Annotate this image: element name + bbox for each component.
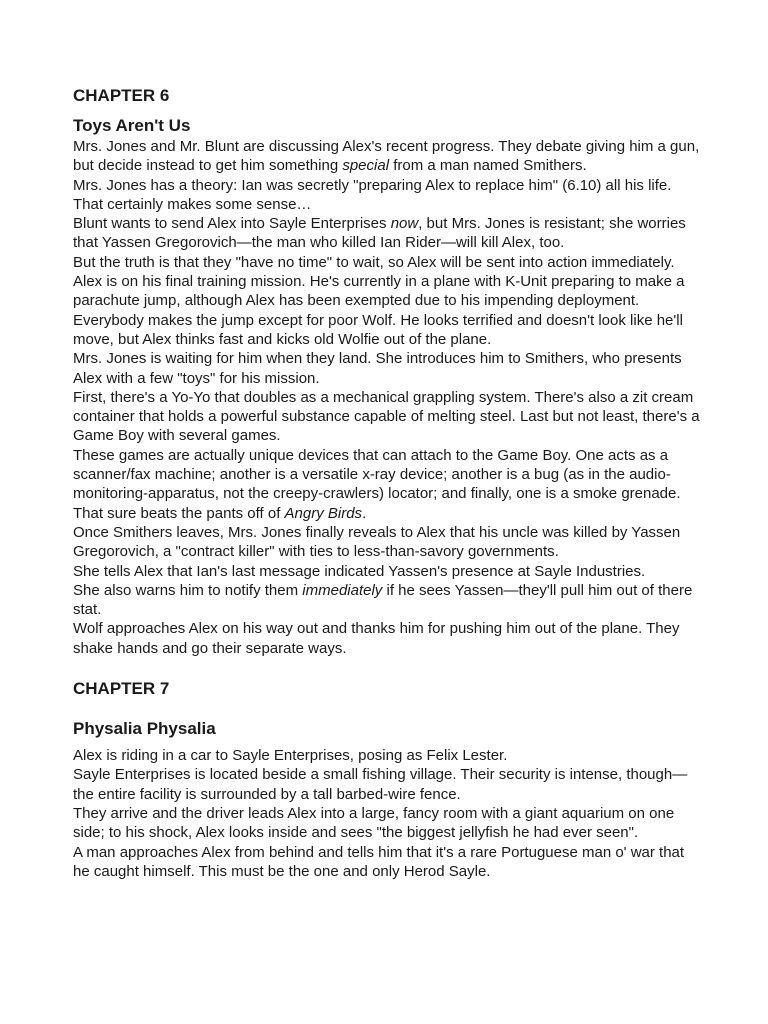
paragraph-text: A man approaches Alex from behind and tells him that it's a rare Portuguese man o' war that he caught himself. This must be the one and only Herod Sayle.: [73, 843, 685, 880]
paragraph: [73, 272, 703, 311]
paragraph: [73, 619, 703, 658]
chapter-6-heading: CHAPTER 6: [73, 86, 170, 105]
paragraph-text: Blunt wants to send Alex into Sayle Enterprises: [73, 215, 391, 233]
chapter-7-section: [73, 679, 703, 881]
paragraph-text: Mrs. Jones and Mr. Blunt are discussing Alex's recent progress. They debate giving him a gun, but decide instead to get him something: [73, 138, 700, 175]
paragraph: [73, 253, 703, 272]
italic-text: immediately: [302, 581, 383, 599]
paragraph: [73, 176, 703, 215]
paragraph-text: Everybody makes the jump except for poor Wolf. He looks terrified and doesn't look like he'll move, but Alex thinks fast and kicks old Wolfie out of the plane.: [73, 311, 683, 348]
paragraph: [73, 523, 703, 562]
paragraph-text: Alex is riding in a car to Sayle Enterprises, posing as Felix Lester.: [73, 747, 508, 765]
paragraph: [73, 311, 703, 350]
paragraph: [73, 137, 703, 176]
paragraph-text: Alex is on his final training mission. He's currently in a plane with K-Unit preparing to make a parachute jump, although Alex has been exempted due to his impending deployment.: [73, 273, 685, 310]
paragraph-text: But the truth is that they "have no time" to wait, so Alex will be sent into action immediately.: [73, 253, 675, 271]
paragraph-text: She tells Alex that Ian's last message indicated Yassen's presence at Sayle Industries.: [73, 562, 646, 580]
paragraph-text: .: [362, 504, 367, 522]
paragraph-text: They arrive and the driver leads Alex into a large, fancy room with a giant aquarium on one side; to his shock, Alex looks inside and sees "the biggest jellyfish he had ever seen".: [73, 804, 675, 842]
italic-text: special: [342, 157, 390, 175]
paragraph: [73, 843, 703, 882]
paragraph-text: if he sees Yassen—they'll pull him out of there stat.: [73, 581, 693, 619]
paragraph-text: Mrs. Jones is waiting for him when they land. She introduces him to Smithers, who presents Alex with a few "toys" for his mission.: [73, 350, 682, 387]
paragraph-text: First, there's a Yo-Yo that doubles as a mechanical grappling system. There's also a zit cream container that holds a powerful substance capable of melting steel. Last but not least, there's a Game Boy with several games.: [73, 388, 700, 445]
paragraph: [73, 765, 703, 804]
paragraph-text: , but Mrs. Jones is resistant; she worries that Yassen Gregorovich—the man who killed Ian Rider—will kill Alex, too.: [73, 215, 686, 252]
chapter-7-heading: CHAPTER 7: [73, 679, 170, 699]
chapter-6-title: Toys Aren't Us: [73, 116, 191, 135]
paragraph: [73, 746, 703, 765]
paragraph: [73, 562, 703, 581]
paragraph: [73, 804, 703, 843]
paragraph: [73, 349, 703, 388]
paragraph-text: from a man named Smithers.: [389, 157, 587, 175]
paragraph-text: Mrs. Jones has a theory: Ian was secretly "preparing Alex to replace him" (6.10) all his life. That certainly makes some sense…: [73, 176, 672, 213]
chapter-6-body: [73, 137, 703, 658]
paragraph-text: Sayle Enterprises is located beside a small fishing village. Their security is intense, though—the entire facility is surrounded by a tall barbed-wire fence.: [73, 766, 688, 803]
italic-text: now: [390, 215, 419, 233]
paragraph: [73, 446, 703, 523]
chapter-6-section: [73, 86, 703, 658]
chapter-7-title: Physalia Physalia: [73, 719, 216, 739]
paragraph: [73, 214, 703, 253]
document-page: [73, 86, 703, 881]
paragraph-text: Once Smithers leaves, Mrs. Jones finally reveals to Alex that his uncle was killed by Yassen Gregorovich, a "contract killer" with ties to less-than-savory governments.: [73, 523, 681, 561]
paragraph-text: She also warns him to notify them: [73, 581, 303, 599]
paragraph: [73, 581, 703, 620]
paragraph-text: Wolf approaches Alex on his way out and thanks him for pushing him out of the plane. They shake hands and go their separate ways.: [73, 620, 680, 657]
italic-text: Angry Birds: [284, 504, 363, 522]
paragraph: [73, 388, 703, 446]
paragraph-text: These games are actually unique devices that can attach to the Game Boy. One acts as a scanner/fax machine; another is a versatile x-ray device; another is a bug (as in the audio-monitoring-apparatus, not the creepy-crawlers) locator; and finally, one is a smoke grenade. That sure beats the pants off of: [73, 446, 681, 522]
chapter-7-body: [73, 746, 703, 881]
